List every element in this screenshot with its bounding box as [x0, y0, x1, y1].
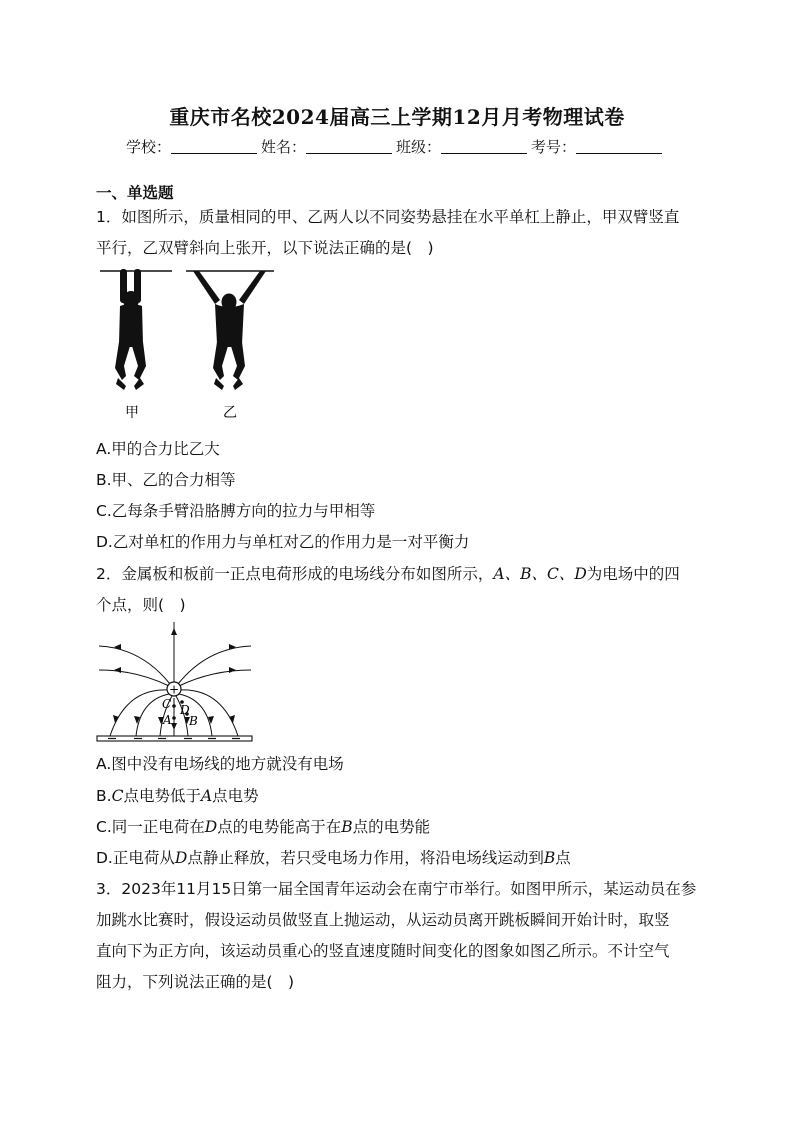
q2-stem-points: A、B、C、D	[493, 565, 587, 583]
name-label: 姓名：	[261, 138, 307, 156]
q2-stem-part2: 为电场中的四	[586, 565, 680, 583]
q2-option-c-point2: B	[341, 818, 353, 836]
school-label: 学校：	[126, 138, 172, 156]
q2-option-c-point1: D	[204, 818, 218, 836]
point-b-label: B	[189, 714, 198, 728]
q2-stem-part1: 2．金属板和板前一正点电荷形成的电场线分布如图所示，	[96, 565, 494, 583]
q2-option-a[interactable]: A.图中没有电场线的地方就没有电场	[96, 755, 344, 773]
q2-option-d-mid: 点静止释放，若只受电场力作用，将沿电场线运动到	[187, 849, 544, 867]
point-c-label: C	[162, 697, 172, 711]
q2-option-b[interactable]	[96, 784, 259, 806]
student-info-row	[126, 136, 666, 157]
metal-plate	[97, 736, 252, 741]
class-blank[interactable]	[441, 139, 527, 154]
q2-option-d-suffix: 点	[555, 849, 571, 867]
q2-option-d-point2: B	[543, 849, 556, 867]
q2-option-b-prefix: B.	[96, 787, 112, 805]
section-heading: 一、单选题	[96, 184, 174, 202]
name-blank[interactable]	[306, 139, 392, 154]
person-a-silhouette	[115, 269, 146, 390]
q1-option-a[interactable]: A.甲的合力比乙大	[96, 440, 220, 458]
label-a: 甲	[125, 405, 139, 421]
q2-option-d[interactable]	[96, 846, 571, 868]
q2-field-figure	[96, 618, 256, 742]
school-blank[interactable]	[171, 139, 257, 154]
q3-stem-line4: 阻力，下列说法正确的是( )	[96, 973, 295, 991]
q2-option-b-suffix: 点电势	[212, 787, 259, 805]
q2-option-b-mid: 点电势低于	[123, 787, 201, 805]
q2-option-c-prefix: C.同一正电荷在	[96, 818, 205, 836]
q3-stem-line1: 3．2023年11月15日第一届全国青年运动会在南宁市举行。如图甲所示，某运动员在参	[96, 880, 697, 898]
q1-option-c[interactable]: C.乙每条手臂沿胳膊方向的拉力与甲相等	[96, 502, 376, 520]
q1-option-b[interactable]: B.甲、乙的合力相等	[96, 471, 236, 489]
q3-stem-line3: 直向下为正方向，该运动员重心的竖直速度随时间变化的图象如图乙所示。不计空气	[96, 942, 670, 960]
exam-title: 重庆市名校2024届高三上学期12月月考物理试卷	[169, 105, 625, 129]
q2-option-b-point1: C	[111, 787, 124, 805]
q2-option-d-point1: D	[174, 849, 188, 867]
number-label: 考号：	[531, 138, 577, 156]
label-b: 乙	[223, 405, 237, 421]
q1-stem-line2: 平行，乙双臂斜向上张开，以下说法正确的是( )	[96, 239, 434, 257]
q1-option-d[interactable]: D.乙对单杠的作用力与单杠对乙的作用力是一对平衡力	[96, 533, 470, 551]
class-label: 班级：	[396, 138, 442, 156]
q1-stem-line1: 1．如图所示，质量相同的甲、乙两人以不同姿势悬挂在水平单杠上静止，甲双臂竖直	[96, 208, 680, 226]
charge-sign: +	[168, 682, 180, 697]
q2-stem-line1	[96, 562, 680, 584]
q2-option-c[interactable]	[96, 815, 430, 837]
point-d-label: D	[180, 703, 190, 717]
person-b-silhouette	[193, 271, 266, 390]
number-blank[interactable]	[576, 139, 662, 154]
q2-option-c-mid: 点的电势能高于在	[217, 818, 342, 836]
point-a-label: A	[163, 713, 172, 727]
q3-stem-line2: 加跳水比赛时，假设运动员做竖直上抛运动，从运动员离开跳板瞬间开始计时，取竖	[96, 911, 670, 929]
q2-option-c-suffix: 点的电势能	[352, 818, 431, 836]
q2-option-d-prefix: D.正电荷从	[96, 849, 175, 867]
q2-option-b-point2: A	[200, 787, 213, 805]
q1-figure	[96, 262, 281, 424]
q2-stem-line2: 个点，则( )	[96, 596, 186, 614]
